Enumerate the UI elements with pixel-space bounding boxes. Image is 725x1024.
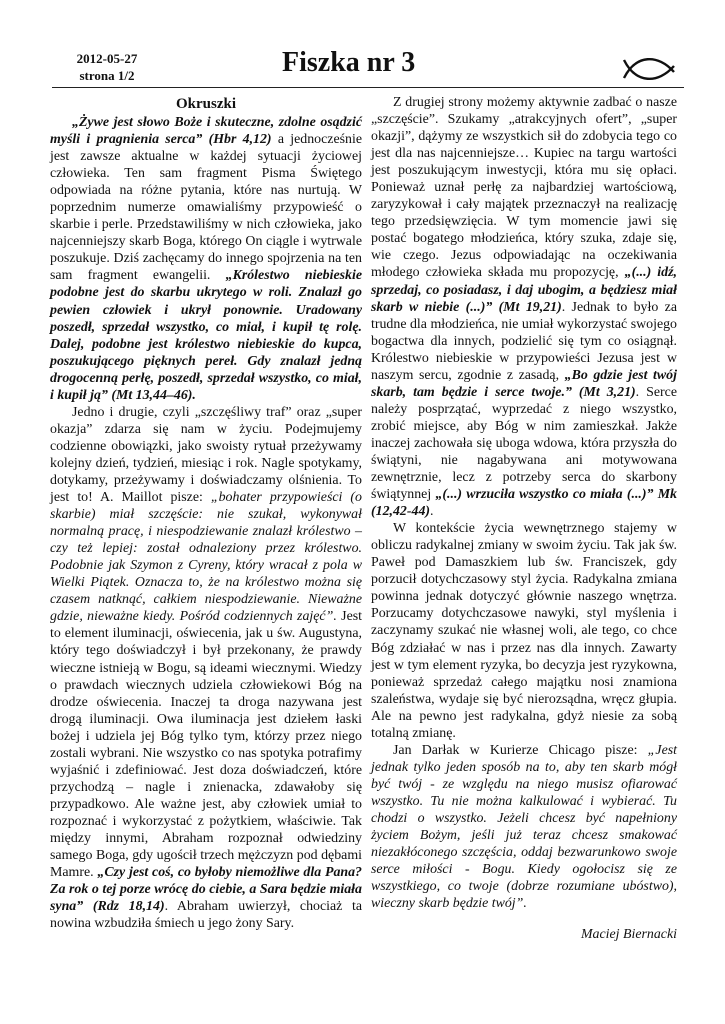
paragraph-text: Jedno i drugie, czyli „szczęśliwy traf” oraz „super okazja” zdarza się nam w życiu. Podejmujemy codzienne obowiązki, jako swoisty rytuał przeżywamy kolejny dzień, tydzień, miesiąc i rok. Nagle spotykamy, dotykamy, przeżywamy i doświadczamy olśnienia. To jest to! A. Maillot pisze: [50, 404, 362, 506]
paragraph-text: Z drugiej strony możemy aktywnie zadbać o nasze „szczęście”. Szukamy „atrakcyjnych ofert”, „super okazji”, dążymy ze wszystkich sił do zdobycia tego co jest dla nas najcenniejsze… Kupiec na targu wartości jest poszukującym inwestycji, która mu się opłaci. Ponieważ uznał perłę za najbardziej wartościową, zaryzykował i cały majątek przeznaczył na realizację tego przedsięwzięcia. W tym momencie jawi się postać bogatego młodzieńca, który szuka, zdaje się, wie czego. Jezus odpowiadając na oczekiwania młodego człowieka składa mu propozycję, [371, 95, 677, 281]
paragraph [50, 404, 362, 932]
paragraph [371, 742, 677, 912]
ichthys-fish-icon [620, 56, 678, 82]
paragraph-text: . Jednak to było za trudne dla młodzieńca, nie umiał wykorzystać swojego bogactwa dla innych, podzielić się tym co osiągnął. Królestwo niebieskie w przypowieści Jezusa jest w naszym sercu, zgodnie z zasadą, [371, 299, 677, 383]
page-title: Fiszka nr 3 [282, 47, 416, 78]
header-divider [52, 87, 684, 88]
paragraph-text: Jest to element iluminacji, oświecenia, jak u św. Augustyna, który tego doświadczył i był przekonany, że prawdy wieczne istnieją w Bogu, są ideami wiecznymi. Wiedzy o prawdach wiecznych udziela człowiekowi Bóg na drodze oświecenia. Inaczej ta droga nazywana jest drogą iluminacji. Owa iluminacja jest dziełem łaski bożej i udziela jej Bóg tylko tym, którzy przez niego zostali wybrani. Nie wszystko co nas spotyka potrafimy wyjaśnić i zdefiniować. Jest doza doświadczeń, które przychodzą – nagle i znienacka, zdawałoby się przypadkowo. Ale ważne jest, aby człowiek umiał to rozpoznać i wykorzystać z pożytkiem, właściwie. Tak między innymi, Abraham rozpoznał odwiedziny samego Boga, gdy ugościł trzech mężczyzn pod dębami Mamre. [50, 609, 363, 881]
citation: „bohater przypowieści (o skarbie) miał szczęście: nie szukał, wykonywał normalną pracę, i niespodziewanie znalazł królestwo – czy też lepiej: został odnaleziony przez królestwo. Podobnie jak Szymon z Cyreny, który wracał z pola w Wielki Piątek. Oznacza to, że na królestwo można się czasem natknąć, całkiem niespodziewanie. Nieważne gdzie, nieważne kiedy. Pośród codziennych zajęć”. [50, 490, 362, 625]
header-date: 2012-05-27 [76, 51, 138, 66]
paragraph-text: . Serce należy posprzątać, wyprzedać z niego wszystko, zrobić miejsce, aby Bóg w nim zamieszkał. Jakże inaczej zachowała się uboga wdowa, która przyszła do świątyni, nie nagabywana ani motywowana zewnętrznie, lecz z potrzeby serca do skarbony świątynnej [371, 384, 677, 503]
header-meta [52, 50, 162, 84]
scripture-quote: „(...) idź, sprzedaj, co posiadasz, i daj ubogim, a będziesz miał skarb w niebie (...)” (Mt 19,21) [371, 265, 677, 315]
paragraph-text: a jednocześnie jest zawsze aktualne w każdej sytuacji życiowej człowieka. Ten sam fragment Pisma Świętego odpowiada na różne pytania, które nas nurtują. W poprzednim numerze omawialiśmy przypowieść o skarbie i perle. Przedstawiliśmy w nich człowieka, jako najcenniejszy skarb Boga, którego On ciągle i wytrwale poszukuje. Dziś zachęcamy do innego spojrzenia na ten sam fragment ewangelii. [50, 132, 362, 284]
header-page-number: strona 1/2 [79, 68, 135, 83]
scripture-quote: „Bo gdzie jest twój skarb, tam będzie i serce twoje.” (Mt 3,21) [371, 367, 677, 400]
paragraph-text: . Abraham uwierzył, chociaż ta nowina wzbudziła śmiech u jego żony Sary. [50, 899, 362, 932]
author-signature: Maciej Biernacki [580, 927, 677, 943]
scripture-quote: „Królestwo niebieskie podobne jest do skarbu ukrytego w roli. Znalazł go pewien człowiek i ukrył ponownie. Uradowany poszedł, sprzedał wszystko, co miał, i kupił tę rolę. Dalej, podobne jest królestwo niebieskie do kupca, poszukującego pięknych pereł. Gdy znalazł jedną drogocenną perłę, poszedł, sprzedał wszystko, co miał, i kupił ją” (Mt 13,44–46). [50, 268, 362, 403]
citation: „Jest jednak tylko jeden sposób na to, aby ten skarb mógł być twój - ze względu na niego musisz ofiarować wszystko. Tu nie można kalkulować i wybierać. Tu chodzi o wszystko. Jeżeli chcesz być napełniony życiem Bożym, jeśli już teraz chcesz smakować niezakłóconego szczęścia, oddaj bezwarunkowo swoje serce miłości - Bogu. Kiedy ogołocisz się ze wszystkiego, co twoje (dobrze rozumiane ubóstwo), wieczny skarb będzie twój”. [371, 742, 677, 912]
right-column [371, 94, 677, 943]
scripture-quote: „Żywe jest słowo Boże i skuteczne, zdolne osądzić myśli i pragnienia serca” (Hbr 4,12) [50, 115, 362, 148]
paragraph: W kontekście życia wewnętrznego stajemy w obliczu radykalnej zmiany w swoim życiu. Tak jak św. Paweł pod Damaszkiem lub św. Franciszek, gdy porzucił dotychczasowy styl życia. Radykalna zmiana powinna jednak dotyczyć głównie naszego wnętrza. Porzucamy dotychczasowe nawyki, styl myślenia i zaczynamy szukać nie własnej woli, ale tego, co chce Bóg zdziałać w nas i przez nas dla innych. Zawarty jest w tym element ryzyka, bo decyzja jest ryzykowna, ponieważ sprzedaż całego majątku nosi znamiona szaleństwa, wydaje się być nierozsądna, wręcz głupia. Ale na pewno jest radykalna, gdyż niesie za sobą totalną zmianę. [371, 521, 677, 741]
scripture-quote: „Czy jest coś, co byłoby niemożliwe dla Pana? Za rok o tej porze wrócę do ciebie, a Sara będzie miała syna” (Rdz 18,14) [50, 865, 363, 915]
paragraph [371, 94, 677, 520]
paragraph-text: Jan Darłak w Kurierze Chicago pisze: [393, 742, 648, 758]
paragraph [50, 114, 362, 404]
scripture-quote: „(...) wrzuciła wszystko co miała (...)” Mk (12,42-44) [371, 487, 677, 520]
paragraph-text: . [430, 504, 434, 520]
section-title: Okruszki [175, 96, 236, 112]
left-column [50, 94, 362, 932]
